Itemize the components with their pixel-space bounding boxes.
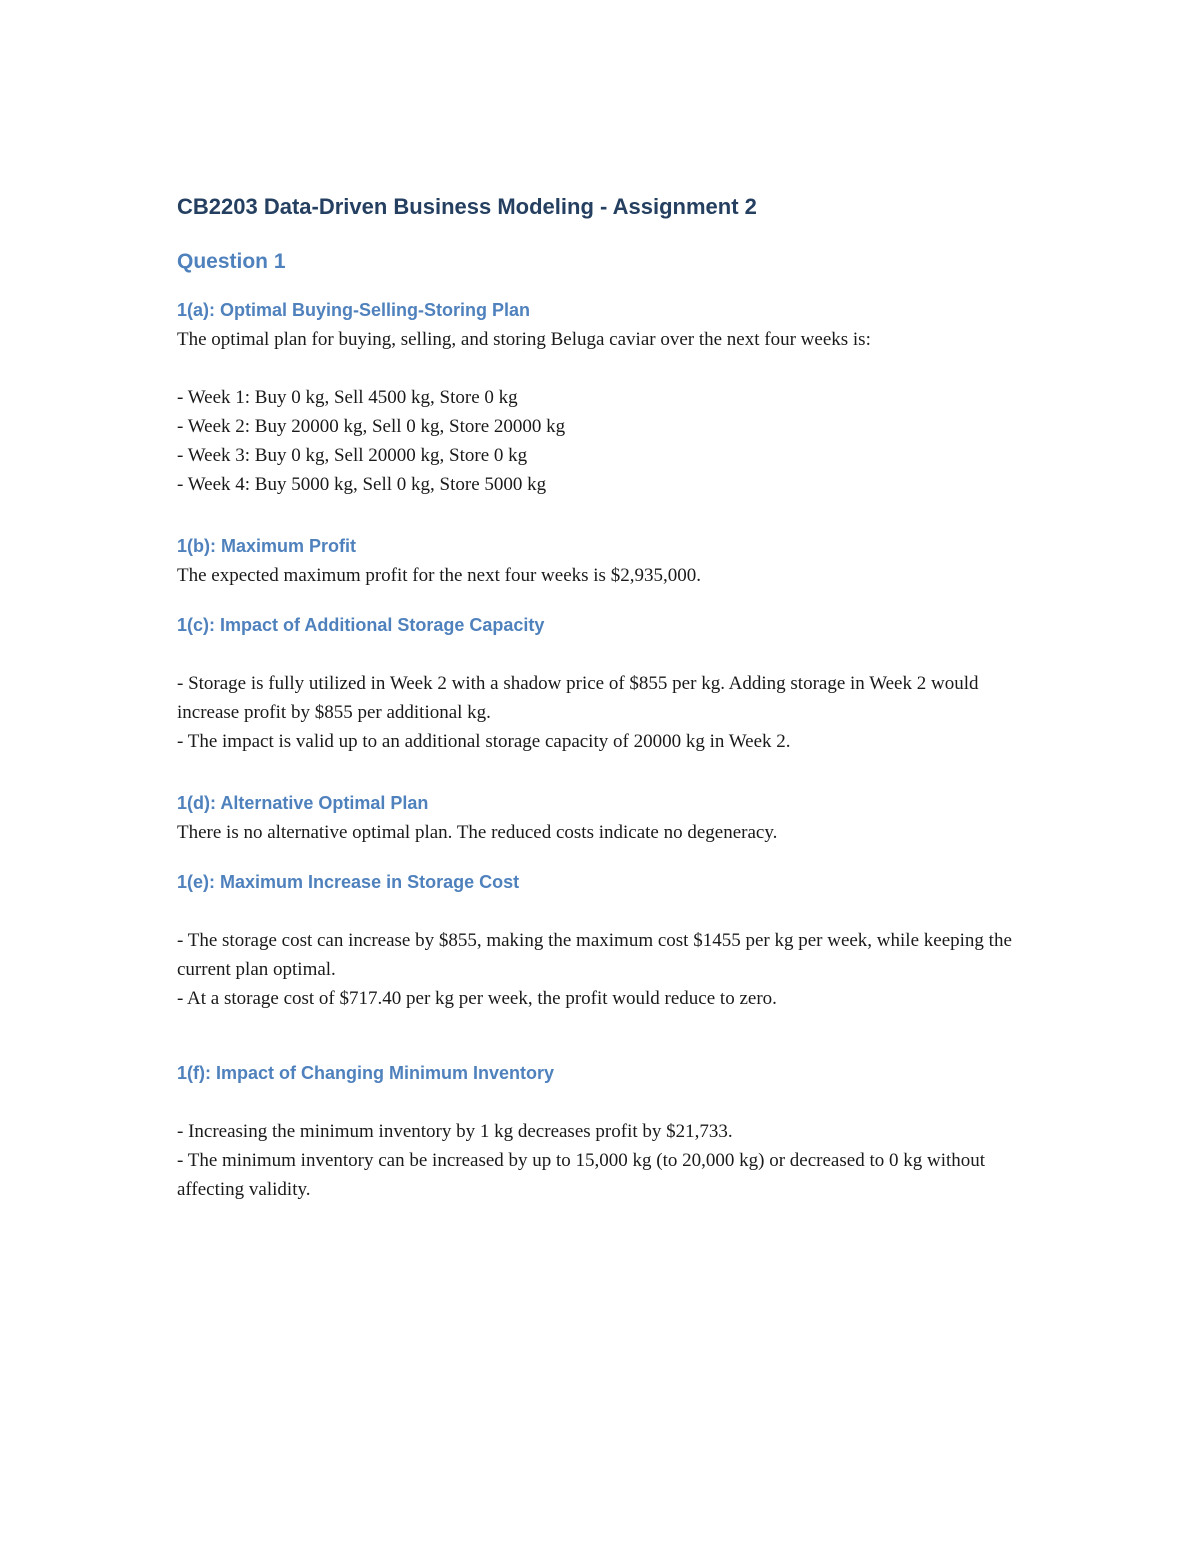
section-e-point-1: - The storage cost can increase by $855, making the maximum cost $1455 per kg per week, while keeping the current plan optimal. xyxy=(177,930,1012,980)
section-c-heading: 1(c): Impact of Additional Storage Capacity xyxy=(177,615,545,635)
section-b-heading: 1(b): Maximum Profit xyxy=(177,536,357,556)
week-4-plan: - Week 4: Buy 5000 kg, Sell 0 kg, Store 5000 kg xyxy=(177,474,547,495)
section-b-text: The expected maximum profit for the next four weeks is $2,935,000. xyxy=(177,565,701,586)
document-page xyxy=(177,186,1037,1204)
section-c-point-1: - Storage is fully utilized in Week 2 with a shadow price of $855 per kg. Adding storage in Week 2 would increase profit by $855 per additional kg. xyxy=(177,673,979,723)
section-a-intro: The optimal plan for buying, selling, and storing Beluga caviar over the next four weeks is: xyxy=(177,329,871,350)
question-heading: Question 1 xyxy=(177,250,286,273)
section-d-heading: 1(d): Alternative Optimal Plan xyxy=(177,793,429,813)
section-e-point-2: - At a storage cost of $717.40 per kg per week, the profit would reduce to zero. xyxy=(177,988,777,1009)
section-f-heading: 1(f): Impact of Changing Minimum Inventory xyxy=(177,1063,554,1083)
section-e-heading: 1(e): Maximum Increase in Storage Cost xyxy=(177,872,520,892)
section-d-text: There is no alternative optimal plan. The reduced costs indicate no degeneracy. xyxy=(177,822,778,843)
week-3-plan: - Week 3: Buy 0 kg, Sell 20000 kg, Store 0 kg xyxy=(177,445,528,466)
section-f-point-1: - Increasing the minimum inventory by 1 kg decreases profit by $21,733. xyxy=(177,1121,733,1142)
section-a-heading: 1(a): Optimal Buying-Selling-Storing Plan xyxy=(177,300,531,320)
week-2-plan: - Week 2: Buy 20000 kg, Sell 0 kg, Store 20000 kg xyxy=(177,416,566,437)
section-c-point-2: - The impact is valid up to an additional storage capacity of 20000 kg in Week 2. xyxy=(177,731,791,752)
document-title: CB2203 Data-Driven Business Modeling - Assignment 2 xyxy=(177,194,757,219)
section-f-point-2: - The minimum inventory can be increased by up to 15,000 kg (to 20,000 kg) or decreased to 0 kg without affecting validity. xyxy=(177,1150,986,1200)
week-1-plan: - Week 1: Buy 0 kg, Sell 4500 kg, Store 0 kg xyxy=(177,387,518,408)
